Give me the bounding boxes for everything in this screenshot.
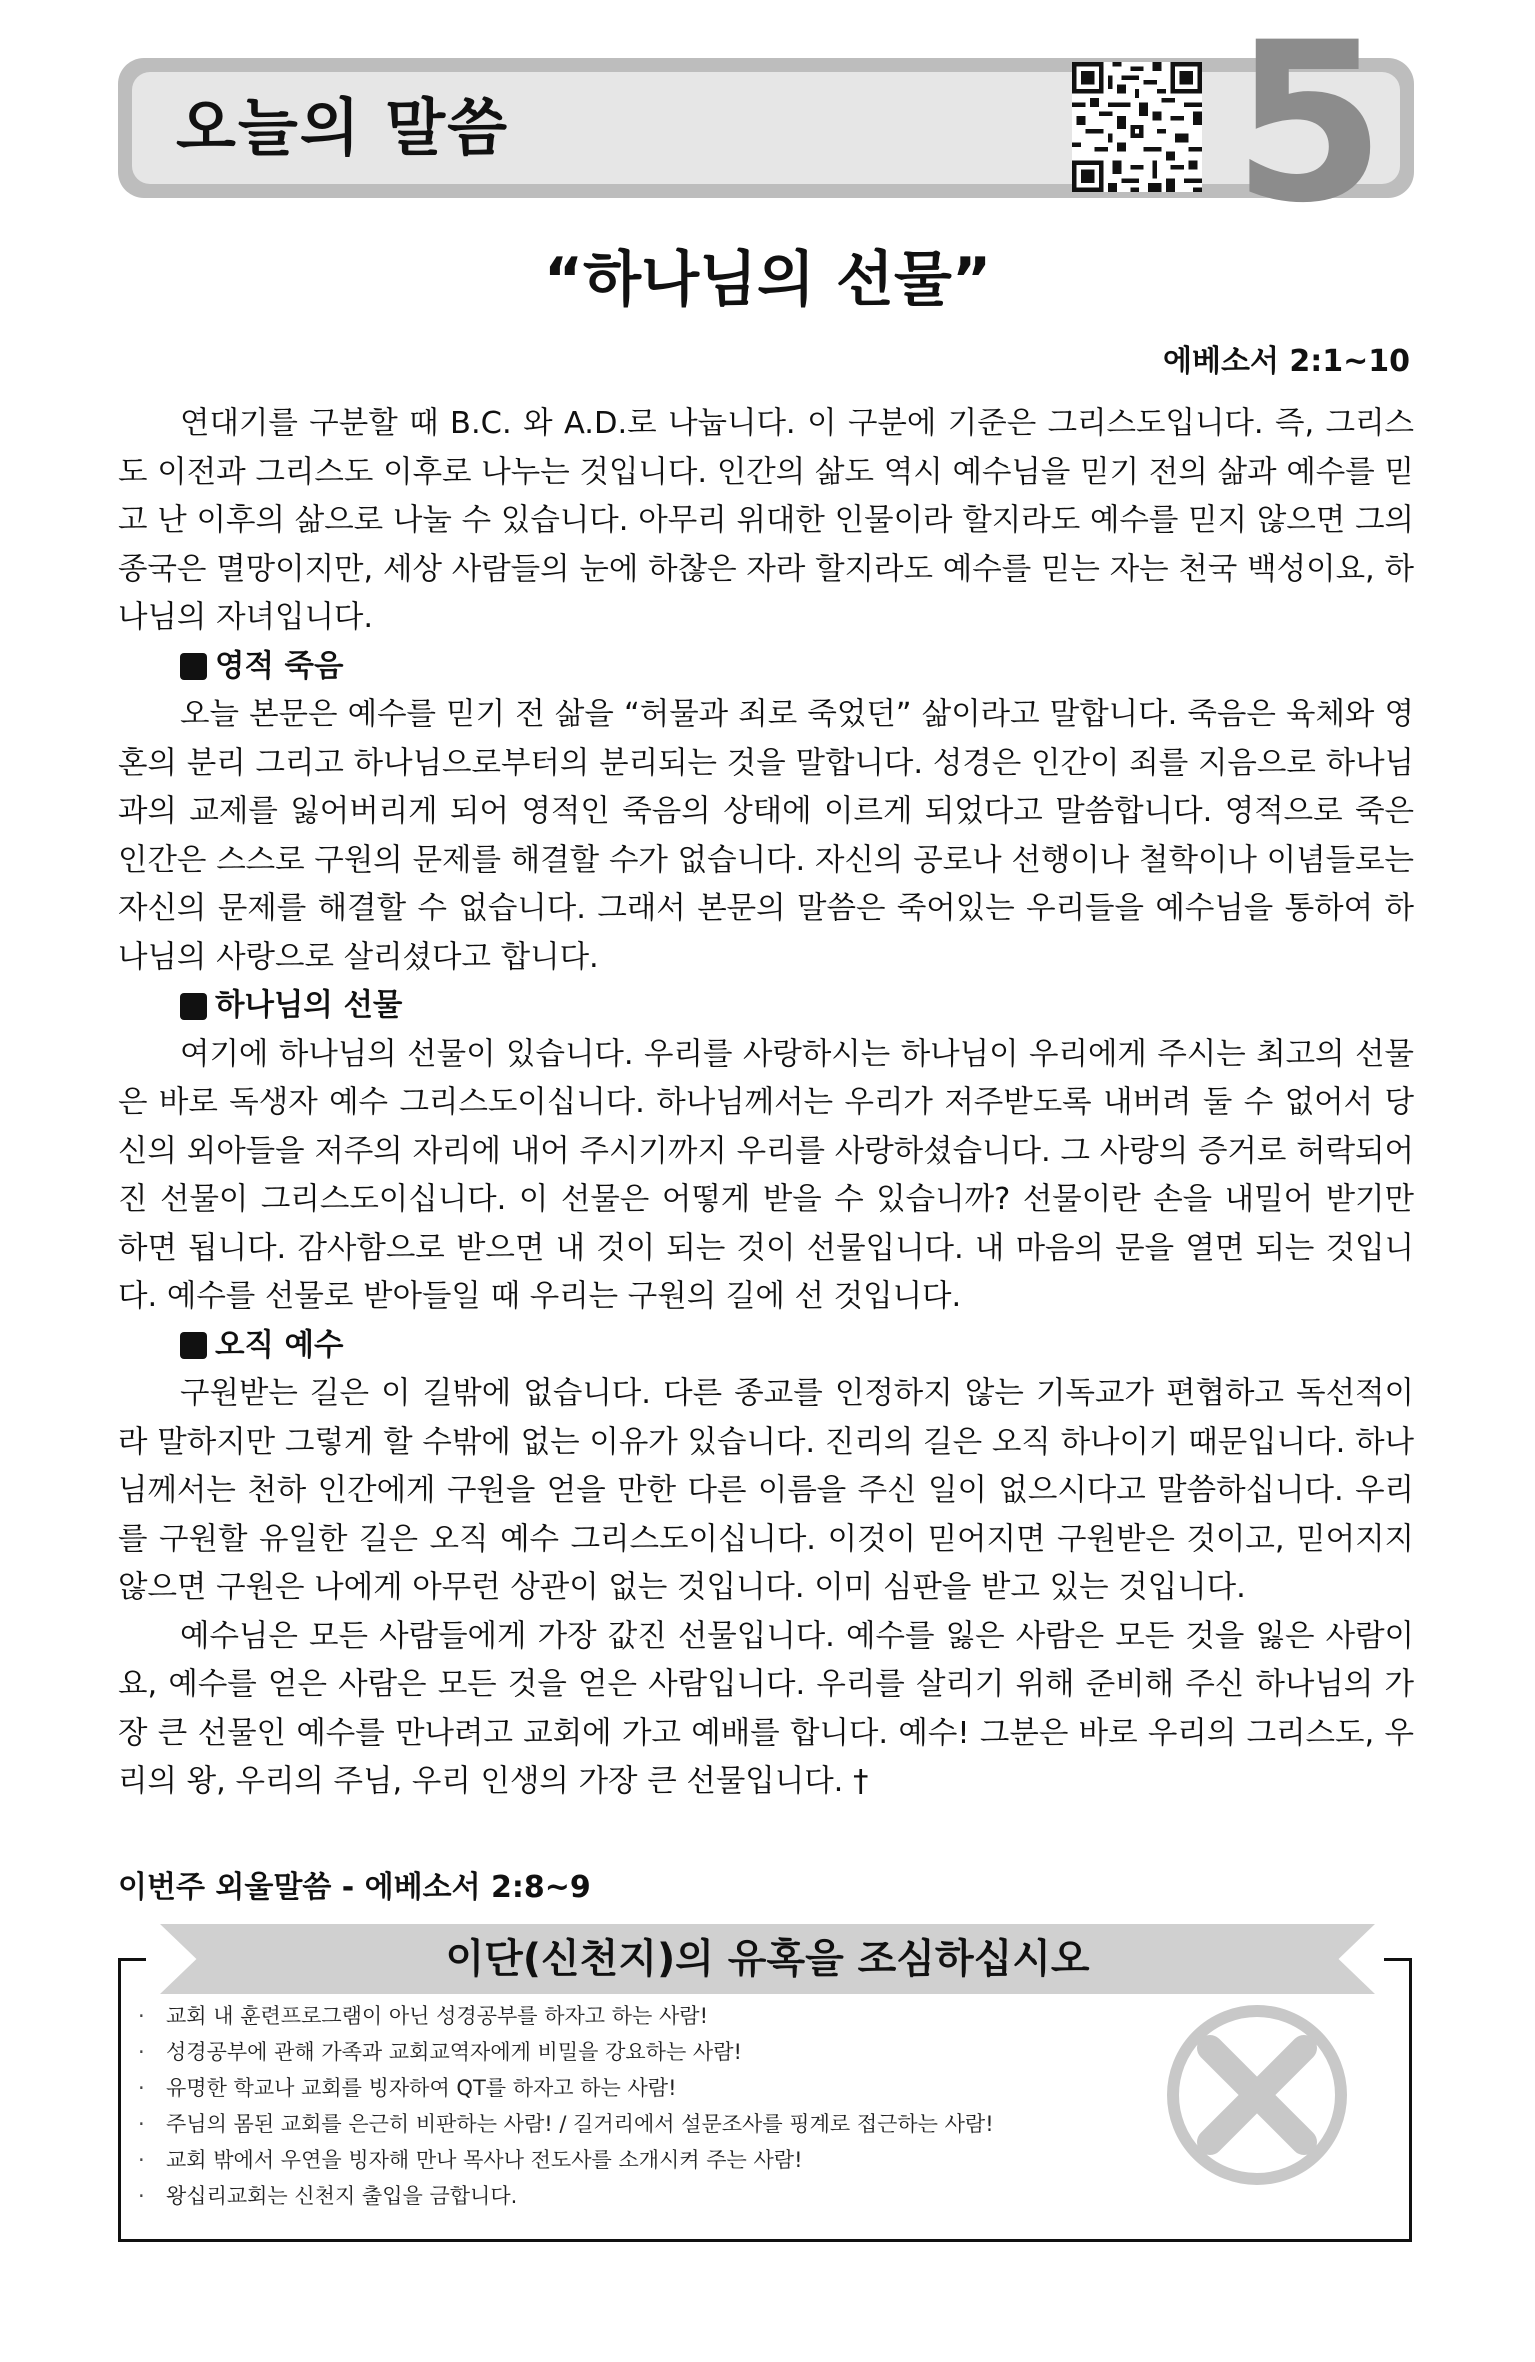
scripture-reference: 에베소서 2:1~10 — [1163, 344, 1410, 379]
list-item: · 주님의 몸된 교회를 은근히 비판하는 사람! / 길거리에서 설문조사를 핑계로 접근하는 사람! — [138, 2106, 1138, 2142]
warning-list — [138, 1998, 1138, 2214]
intro-paragraph: 연대기를 구분할 때 B.C. 와 A.D.로 나눕니다. 이 구분에 기준은 그리스도입니다. 즉, 그리스도 이전과 그리스도 이후로 나누는 것입니다. 인간의 삶도 역시 예수님을 믿기 전의 삶과 예수를 믿고 난 이후의 삶으로 나눌 수 있습니다. 아무리 위대한 인물이라 할지라도 예수를 믿지 않으면 그의 종국은 멸망이지만, 세상 사람들의 눈에 하찮은 자라 할지라도 예수를 믿는 자는 천국 백성이요, 하나님의 자녀입니다. — [118, 406, 1414, 635]
memory-verse: 이번주 외울말씀 - 에베소서 2:8~9 — [118, 1870, 591, 1905]
page-number: 5 — [1232, 0, 1380, 251]
bullet-dot: · — [138, 2004, 145, 2028]
section-heading — [118, 643, 1414, 692]
list-item: · 유명한 학교나 교회를 빙자하여 QT를 하자고 하는 사람! — [138, 2070, 1138, 2106]
bullet-dot: · — [138, 2112, 145, 2136]
square-bullet-icon — [180, 993, 207, 1020]
section-title: 오늘의 말씀 — [176, 91, 510, 164]
bullet-dot: · — [138, 2184, 145, 2208]
list-item: · 교회 내 훈련프로그램이 아닌 성경공부를 하자고 하는 사람! — [138, 1998, 1138, 2034]
prohibited-x-icon — [1162, 2000, 1352, 2190]
section-paragraph: 구원받는 길은 이 길밖에 없습니다. 다른 종교를 인정하지 않는 기독교가 편협하고 독선적이라 말하지만 그렇게 할 수밖에 없는 이유가 있습니다. 진리의 길은 오직 하나이기 때문입니다. 하나님께서는 천하 인간에게 구원을 얻을 만한 다른 이름을 주신 일이 없으시다고 말씀하십니다. 우리를 구원할 유일한 길은 오직 예수 그리스도이십니다. 이것이 믿어지면 구원받은 것이고, 믿어지지 않으면 구원은 나에게 아무런 상관이 없는 것입니다. 이미 심판을 받고 있는 것입니다. — [118, 1376, 1414, 1605]
section-heading-text: 영적 죽음 — [215, 648, 344, 684]
sermon-title: “하나님의 선물” — [543, 245, 992, 315]
square-bullet-icon — [180, 653, 207, 680]
bullet-dot: · — [138, 2076, 145, 2100]
list-item: · 왕십리교회는 신천지 출입을 금합니다. — [138, 2178, 1138, 2214]
bullet-dot: · — [138, 2148, 145, 2172]
bullet-dot: · — [138, 2040, 145, 2064]
section-heading-text: 오직 예수 — [215, 1327, 344, 1363]
section-heading-text: 하나님의 선물 — [215, 988, 403, 1023]
sermon-body — [118, 400, 1414, 1807]
list-item: · 성경공부에 관해 가족과 교회교역자에게 비밀을 강요하는 사람! — [138, 2034, 1138, 2070]
square-bullet-icon — [180, 1332, 207, 1359]
qr-code-icon[interactable] — [1072, 62, 1202, 192]
section-paragraph: 오늘 본문은 예수를 믿기 전 삶을 “허물과 죄로 죽었던” 삶이라고 말합니다. 죽음은 육체와 영혼의 분리 그리고 하나님으로부터의 분리되는 것을 말합니다. 성경은 인간이 죄를 지음으로 하나님과의 교제를 잃어버리게 되어 영적인 죽음의 상태에 이르게 되었다고 말씀합니다. 영적으로 죽은 인간은 스스로 구원의 문제를 해결할 수가 없습니다. 자신의 공로나 선행이나 철학이나 이념들로는 자신의 문제를 해결할 수 없습니다. 그래서 본문의 말씀은 죽어있는 우리들을 예수님을 통하여 하나님의 사랑으로 살리셨다고 합니다. — [118, 697, 1414, 975]
section-heading — [118, 1322, 1414, 1371]
warning-box-corner — [1384, 1958, 1412, 1961]
warning-title: 이단(신천지)의 유혹을 조심하십시오 — [445, 1936, 1090, 1982]
list-item: · 교회 밖에서 우연을 빙자해 만나 목사나 전도사를 소개시켜 주는 사람! — [138, 2142, 1138, 2178]
closing-paragraph: 예수님은 모든 사람들에게 가장 값진 선물입니다. 예수를 잃은 사람은 모든 것을 잃은 사람이요, 예수를 얻은 사람은 모든 것을 얻은 사람입니다. 우리를 살리기 위해 준비해 주신 하나님의 가장 큰 선물인 예수를 만나려고 교회에 가고 예배를 합니다. 예수! 그분은 바로 우리의 그리스도, 우리의 왕, 우리의 주님, 우리 인생의 가장 큰 선물입니다. † — [118, 1618, 1414, 1799]
warning-box-corner — [118, 1958, 146, 1961]
section-paragraph: 여기에 하나님의 선물이 있습니다. 우리를 사랑하시는 하나님이 우리에게 주시는 최고의 선물은 바로 독생자 예수 그리스도이십니다. 하나님께서는 우리가 저주받도록 내버려 둘 수 없어서 당신의 외아들을 저주의 자리에 내어 주시기까지 우리를 사랑하셨습니다. 그 사랑의 증거로 허락되어진 선물이 그리스도이십니다. 이 선물은 어떻게 받을 수 있습니까? 선물이란 손을 내밀어 받기만 하면 됩니다. 감사함으로 받으면 내 것이 되는 것이 선물입니다. 내 마음의 문을 열면 되는 것입니다. 예수를 선물로 받아들일 때 우리는 구원의 길에 선 것입니다. — [118, 1036, 1414, 1314]
section-heading — [118, 982, 1414, 1031]
